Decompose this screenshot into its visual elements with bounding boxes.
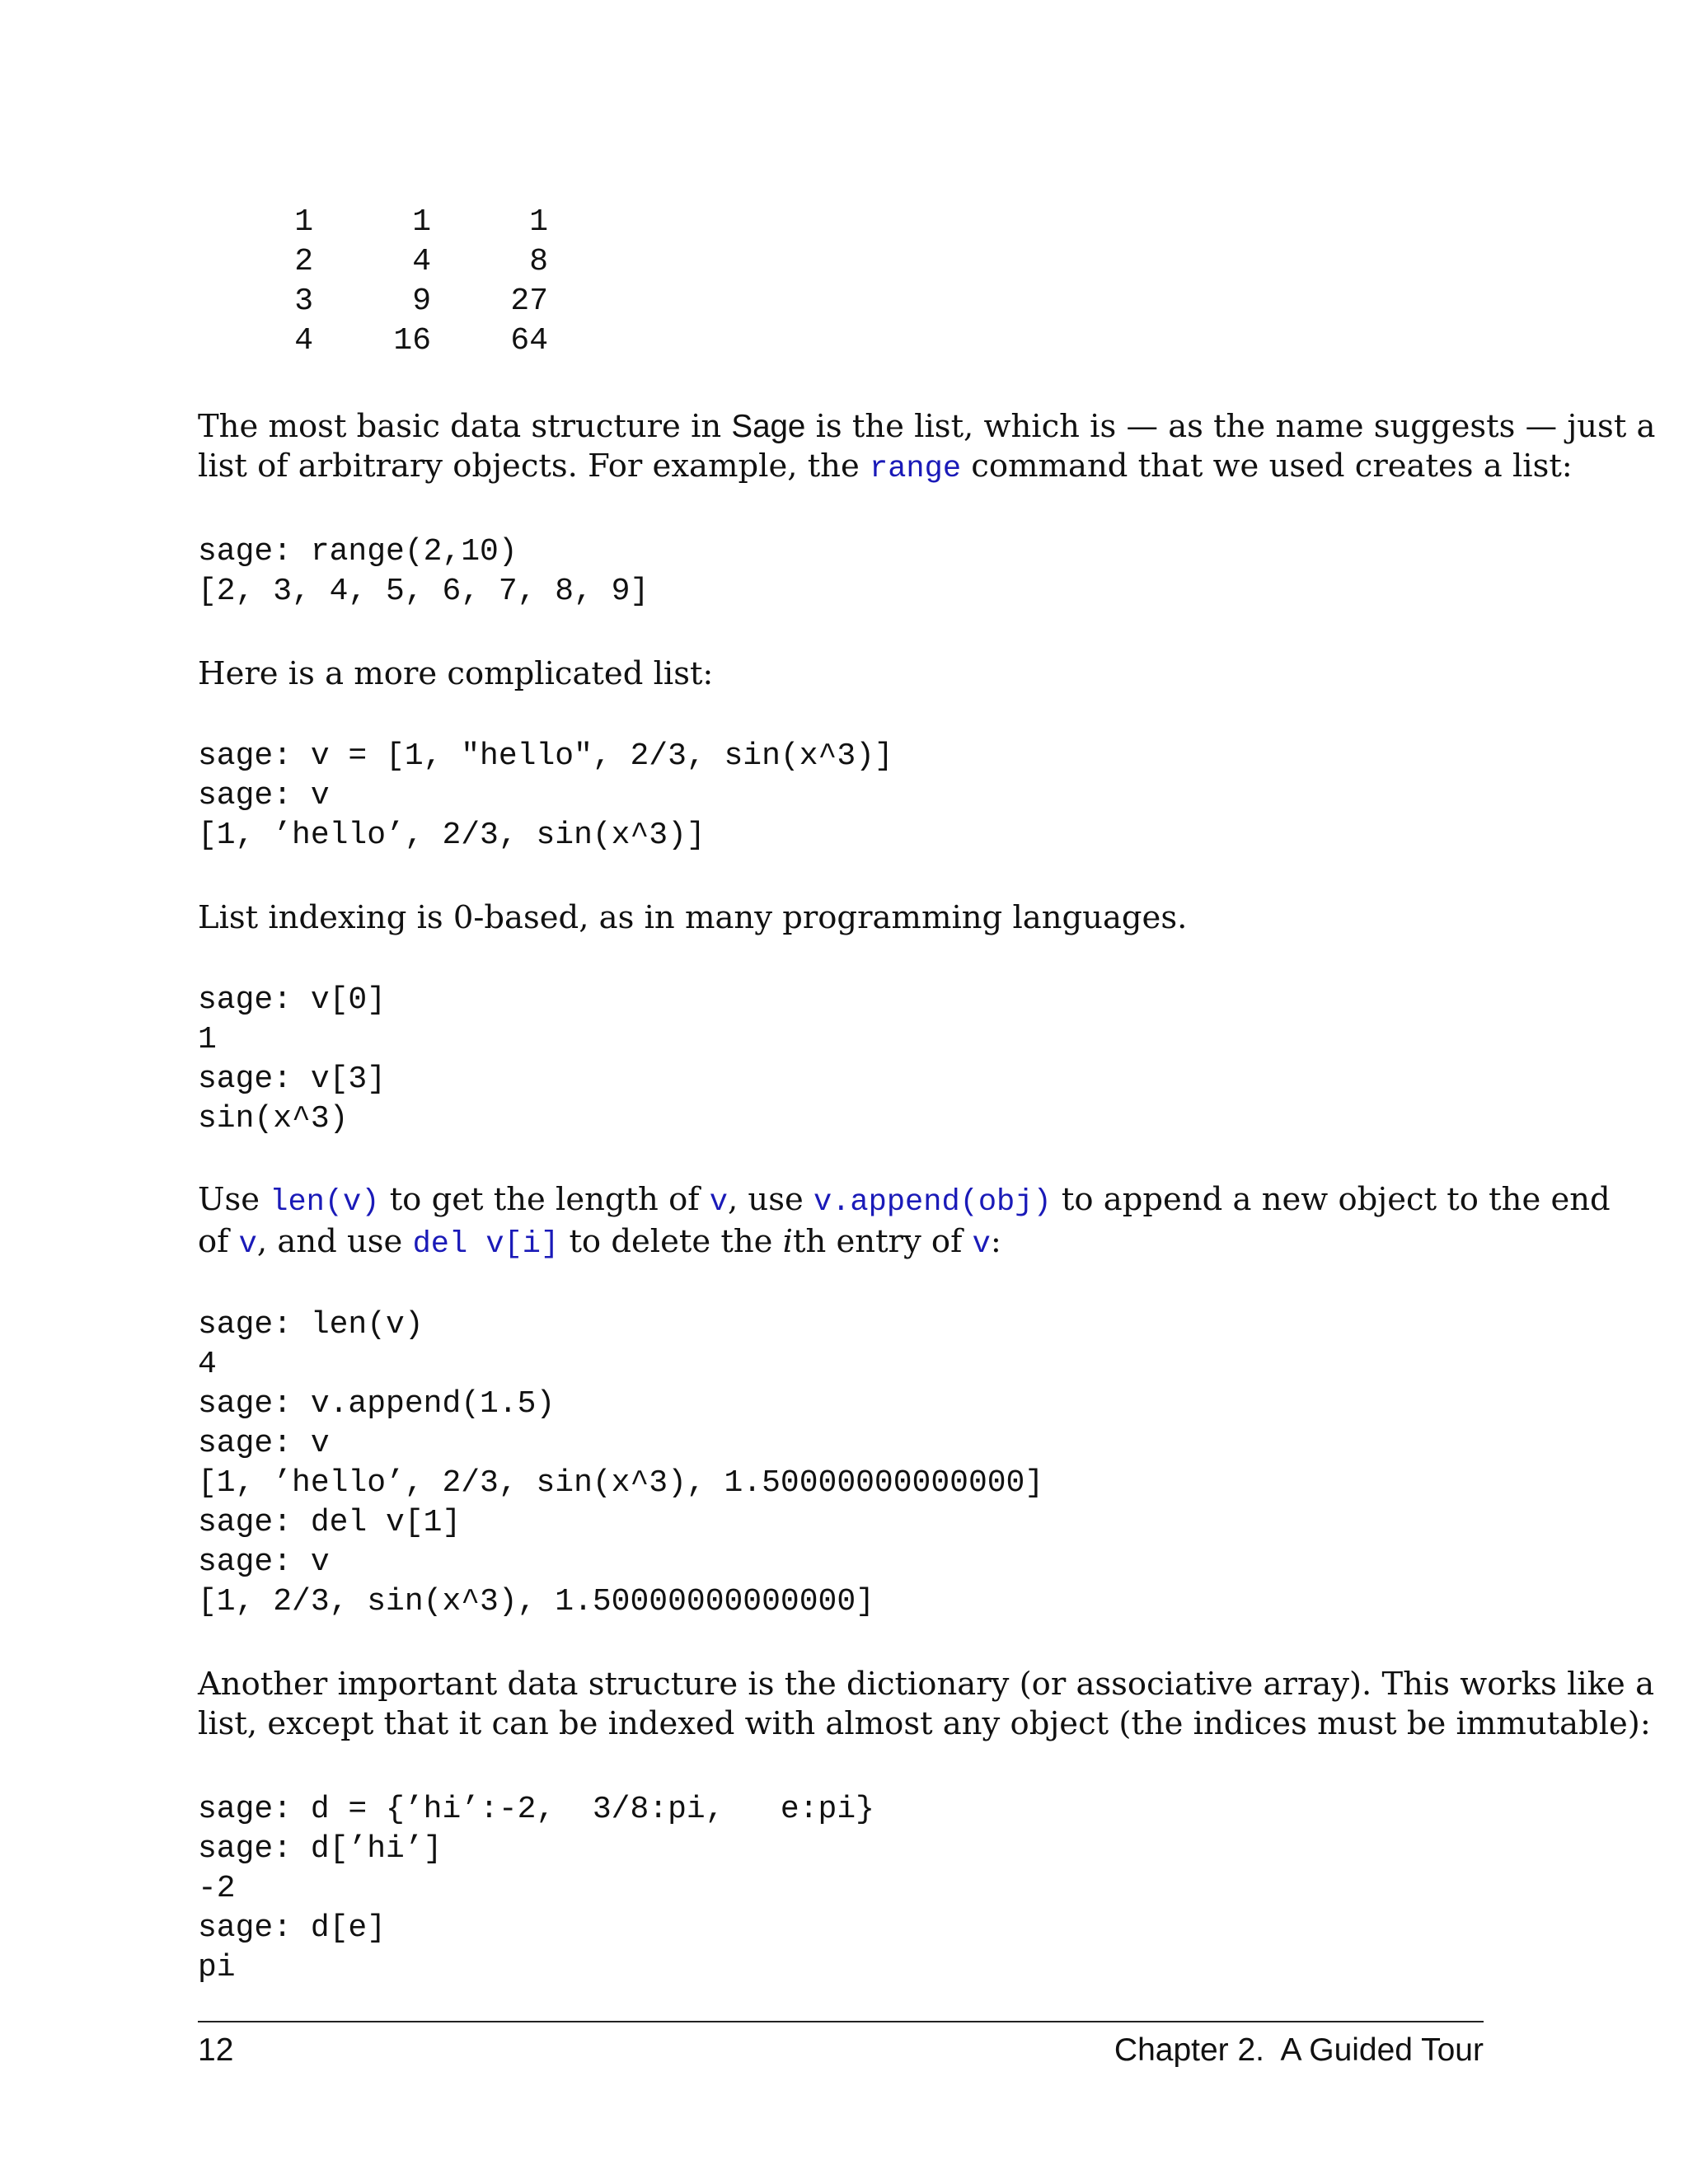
code-line: -2 <box>198 1871 236 1906</box>
code-line: sage: v <box>198 1426 330 1461</box>
code-line: sage: v[3] <box>198 1062 387 1097</box>
code-line: sage: v.append(1.5) <box>198 1386 556 1422</box>
code-line: sage: v <box>198 1544 330 1580</box>
text-span: list of arbitrary objects. For example, the <box>198 448 870 485</box>
code-line: [1, 2/3, sin(x^3), 1.50000000000000] <box>198 1584 874 1619</box>
code-line: 1 <box>198 1022 217 1057</box>
code-block-list <box>198 737 893 855</box>
code-block-list-ops <box>198 1305 1043 1622</box>
text-span: is the list, which is — as the name suggests — just a <box>805 408 1656 445</box>
text-span: , and use <box>256 1223 413 1260</box>
code-block-indexing <box>198 981 386 1139</box>
code-line: pi <box>198 1950 236 1985</box>
inline-code-del: del v[i] <box>412 1227 560 1262</box>
text-line <box>198 407 1656 447</box>
code-line: sage: range(2,10) <box>198 534 518 569</box>
code-block-range <box>198 532 649 612</box>
code-line: sage: v[0] <box>198 982 387 1018</box>
text-span: to delete the <box>559 1223 783 1260</box>
table-cell: 64 <box>510 323 548 359</box>
table-cell: 27 <box>510 284 548 319</box>
text-line <box>198 1222 1484 1264</box>
code-line: sage: v <box>198 778 330 813</box>
text-line <box>198 447 1573 489</box>
table-cell: 4 <box>294 323 313 359</box>
text-span: th entry of <box>792 1223 973 1260</box>
text-line <box>198 1180 1611 1222</box>
code-line: sage: del v[1] <box>198 1505 462 1540</box>
footer-rule <box>198 2021 1484 2022</box>
code-line: sage: d[e] <box>198 1910 387 1946</box>
code-line: 4 <box>198 1347 217 1382</box>
paragraph-indexing <box>198 898 1484 938</box>
code-line: sage: len(v) <box>198 1307 424 1343</box>
text-span: of <box>198 1223 239 1260</box>
table-cell: 1 <box>529 204 548 240</box>
paragraph-list-ops <box>198 1180 1611 1264</box>
inline-code-range: range <box>870 452 962 486</box>
text-span: , use <box>727 1181 814 1218</box>
sage-name: Sage <box>731 409 806 444</box>
inline-code-append: v.append(obj) <box>814 1185 1052 1220</box>
text-line: list, except that it can be indexed with almost any object (the indices must be immutable): <box>198 1705 1651 1742</box>
table-cell: 1 <box>294 204 313 240</box>
paragraph-complicated-list <box>198 654 1484 694</box>
text-line: Here is a more complicated list: <box>198 655 714 692</box>
inline-code-v: v <box>238 1227 257 1262</box>
page-number: 12 <box>198 2032 234 2068</box>
text-span: to append a new object to the end <box>1051 1181 1611 1218</box>
math-i: i <box>782 1223 793 1260</box>
code-line: sage: d[’hi’] <box>198 1831 443 1867</box>
paragraph-dictionary <box>198 1665 1655 1744</box>
text-line: Another important data structure is the dictionary (or associative array). This works like a <box>198 1666 1655 1703</box>
text-span: Use <box>198 1181 270 1218</box>
table-cell: 4 <box>412 244 431 279</box>
code-line: [1, ’hello’, 2/3, sin(x^3), 1.50000000000000] <box>198 1465 1044 1501</box>
inline-code-len: len(v) <box>270 1185 380 1220</box>
inline-code-v: v <box>709 1185 728 1220</box>
code-line: [2, 3, 4, 5, 6, 7, 8, 9] <box>198 574 649 609</box>
code-line: sin(x^3) <box>198 1101 349 1137</box>
code-block-dictionary <box>198 1790 874 1988</box>
chapter-title: Chapter 2. A Guided Tour <box>1114 2032 1484 2068</box>
text-span: : <box>990 1223 1001 1260</box>
table-cell: 2 <box>294 244 313 279</box>
table-cell: 8 <box>529 244 548 279</box>
text-span: command that we used creates a list: <box>961 448 1573 485</box>
text-line: List indexing is 0-based, as in many programming languages. <box>198 899 1188 936</box>
table-cell: 1 <box>412 204 431 240</box>
table-cell: 3 <box>294 284 313 319</box>
code-line: sage: v = [1, "hello", 2/3, sin(x^3)] <box>198 738 893 774</box>
code-line: [1, ’hello’, 2/3, sin(x^3)] <box>198 818 706 853</box>
table-cell: 9 <box>412 284 431 319</box>
code-line: sage: d = {’hi’:-2, 3/8:pi, e:pi} <box>198 1792 874 1827</box>
inline-code-v: v <box>972 1227 991 1262</box>
text-span: The most basic data structure in <box>198 408 732 445</box>
text-span: to get the length of <box>379 1181 710 1218</box>
paragraph-list-intro <box>198 407 1656 489</box>
table-cell: 16 <box>393 323 431 359</box>
